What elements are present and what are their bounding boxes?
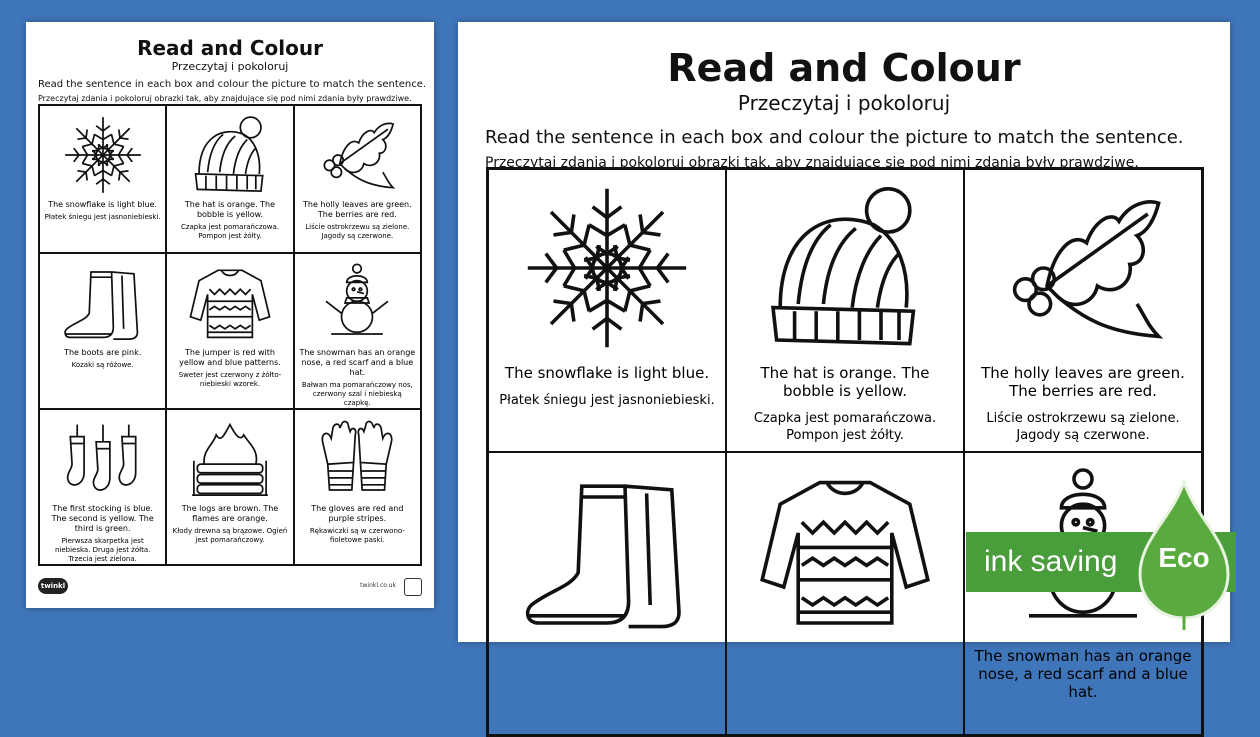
caption-pl: Płatek śniegu jest jasnoniebieski. xyxy=(44,213,161,221)
thumb-picture-grid xyxy=(38,104,422,566)
thumb-cell-holly xyxy=(294,105,421,253)
caption-pl: Liście ostrokrzewu są zielone. Jagody są czerwone. xyxy=(986,411,1180,443)
thumb-title: Read and Colour xyxy=(137,36,323,60)
caption-pl: Rękawiczki są w czerwono-fioletowe paski. xyxy=(309,527,405,544)
stockings-icon xyxy=(57,416,149,502)
caption-en: The gloves are red and purple stripes. xyxy=(311,504,404,523)
snowflake-icon xyxy=(57,112,149,198)
hat-icon xyxy=(184,112,276,198)
thumb-subtitle: Przeczytaj i pokoloruj xyxy=(171,60,289,73)
eco-label: Eco xyxy=(1158,542,1210,573)
caption-en: The hat is orange. The bobble is yellow. xyxy=(760,364,930,400)
cell-jumper xyxy=(726,452,964,735)
caption-pl: Bałwan ma pomarańczowy nos, czerwony szal i niebieską czapkę. xyxy=(301,381,413,407)
hat-icon xyxy=(740,178,950,358)
caption-en: The first stocking is blue. The second is yellow. The third is green. xyxy=(51,504,154,533)
caption-pl: Kłody drewna są brązowe. Ogień jest pomarańczowy. xyxy=(172,527,288,544)
caption-en: The snowman has an orange nose, a red scarf and a blue hat. xyxy=(974,647,1192,701)
snowflake-icon xyxy=(502,178,712,358)
caption-pl: Kozaki są różowe. xyxy=(71,361,134,369)
thumb-instruction-en: Read the sentence in each box and colour the picture to match the sentence. xyxy=(38,79,427,90)
thumb-cell-logs xyxy=(166,409,293,565)
caption-en: The snowflake is light blue. xyxy=(48,200,158,209)
caption-en: The jumper is red with yellow and blue patterns. xyxy=(179,348,281,367)
snowman-icon xyxy=(311,260,403,346)
caption-pl: Sweter jest czerwony z żółto-niebieski wzorek. xyxy=(178,371,282,388)
boots-icon xyxy=(502,461,712,641)
caption-pl: Płatek śniegu jest jasnoniebieski. xyxy=(499,393,715,408)
boots-icon xyxy=(57,260,149,346)
caption-en: The logs are brown. The flames are orange. xyxy=(181,504,279,523)
thumb-cell-stockings xyxy=(39,409,166,565)
page-title: Read and Colour xyxy=(667,46,1021,90)
site-url: twinkl.co.uk xyxy=(360,582,396,589)
caption-en: The snowman has an orange nose, a red scarf and a blue hat. xyxy=(299,348,416,377)
twinkl-logo: twinkl xyxy=(38,578,68,594)
caption-en: The snowflake is light blue. xyxy=(504,364,710,382)
cell-hat xyxy=(726,169,964,452)
thumb-cell-gloves xyxy=(294,409,421,565)
caption-pl: Liście ostrokrzewu są zielone. Jagody są czerwone. xyxy=(305,223,410,240)
page-subtitle: Przeczytaj i pokoloruj xyxy=(737,91,951,115)
instruction-en: Read the sentence in each box and colour the picture to match the sentence. xyxy=(485,127,1184,148)
thumb-cell-snowflake xyxy=(39,105,166,253)
ink-saving-label: ink saving xyxy=(984,545,1118,578)
cell-snowflake xyxy=(488,169,726,452)
caption-en: The hat is orange. The bobble is yellow. xyxy=(184,200,276,219)
worksheet-thumbnail[interactable] xyxy=(26,22,434,608)
instruction-pl: Przeczytaj zdania i pokoloruj obrazki tak, aby znajdujące się pod nimi zdania były prawdziwe. xyxy=(485,155,1139,171)
thumb-instruction-pl: Przeczytaj zdania i pokoloruj obrazki tak, aby znajdujące się pod nimi zdania były prawdziwe. xyxy=(38,94,412,103)
jumper-icon xyxy=(184,260,276,346)
caption-pl: Czapka jest pomarańczowa. Pompon jest żółty. xyxy=(180,223,280,240)
thumb-footer xyxy=(38,574,422,600)
caption-pl: Czapka jest pomarańczowa. Pompon jest żółty. xyxy=(753,411,937,443)
thumb-cell-boots xyxy=(39,253,166,409)
holly-icon xyxy=(978,178,1188,358)
cell-holly xyxy=(964,169,1202,452)
eco-drop-badge xyxy=(1136,478,1232,630)
holly-icon xyxy=(311,112,403,198)
caption-en: The holly leaves are green. The berries are red. xyxy=(981,364,1185,400)
picture-grid xyxy=(486,167,1204,737)
caption-en: The boots are pink. xyxy=(64,348,142,357)
logs-icon xyxy=(184,416,276,502)
caption-pl: Pierwsza skarpetka jest niebieska. Druga jest żółta. Trzecia jest zielona. xyxy=(54,537,151,563)
quality-badge-icon xyxy=(404,578,422,596)
caption-en: The holly leaves are green. The berries are red. xyxy=(303,200,412,219)
thumb-cell-hat xyxy=(166,105,293,253)
thumb-cell-jumper xyxy=(166,253,293,409)
thumb-cell-snowman xyxy=(294,253,421,409)
gloves-icon xyxy=(311,416,403,502)
jumper-icon xyxy=(740,461,950,641)
cell-boots xyxy=(488,452,726,735)
